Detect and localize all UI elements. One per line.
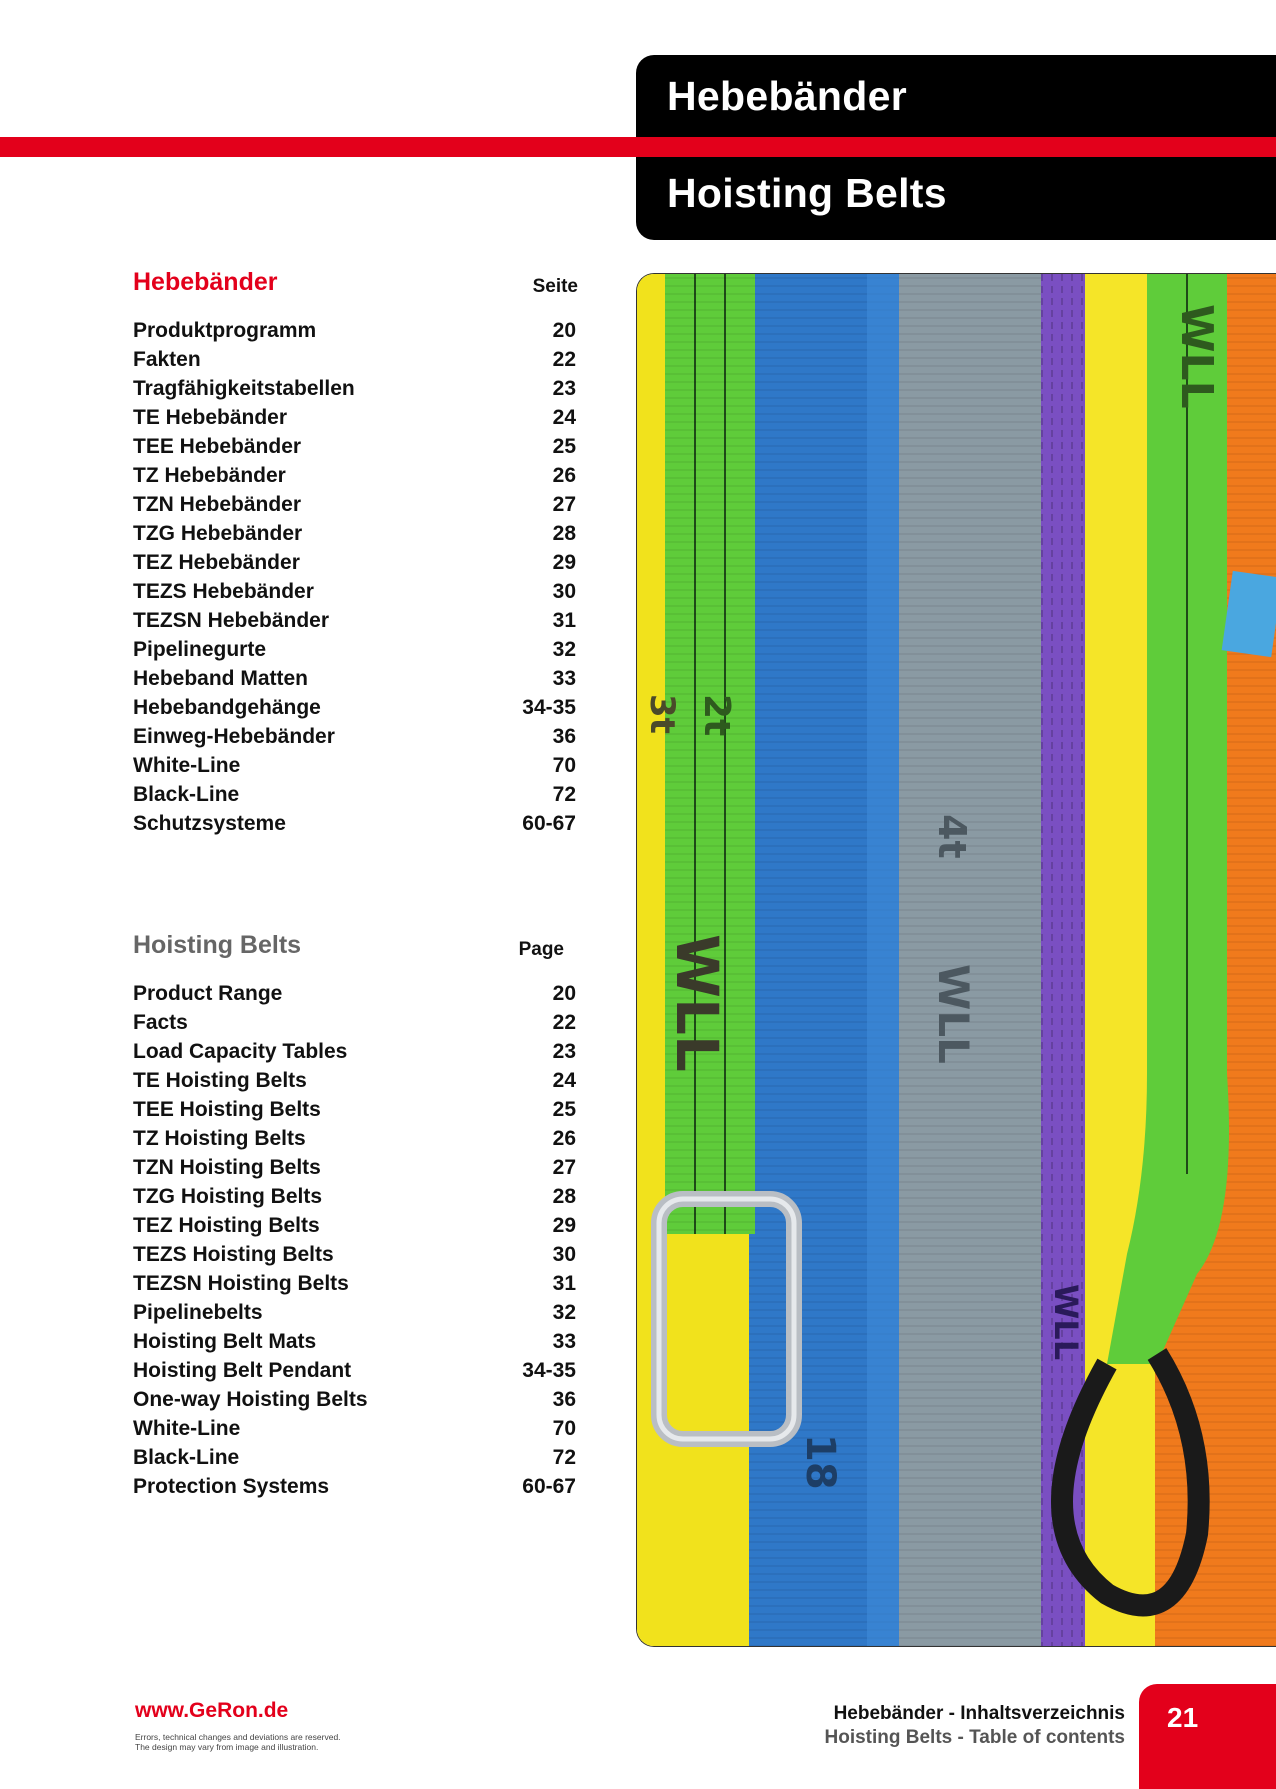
toc-entry-page: 36 <box>552 725 576 748</box>
toc-german-title: Hebebänder <box>133 268 278 296</box>
toc-entry-label: TEE Hoisting Belts <box>133 1098 321 1121</box>
footer-disclaimer-line-1: Errors, technical changes and deviations are reserved. <box>135 1732 341 1742</box>
toc-entry[interactable] <box>133 1298 578 1327</box>
toc-entry-label: Hebeband Matten <box>133 667 309 690</box>
toc-entry-label: TEZ Hoisting Belts <box>133 1214 320 1237</box>
footer-disclaimer-line-2: The design may vary from image and illustration. <box>135 1742 319 1752</box>
header-title-de: Hebebänder <box>667 73 907 119</box>
belt-marking-3: 3t <box>642 694 682 734</box>
toc-english-list <box>133 979 578 1501</box>
toc-entry-page: 60-67 <box>522 1475 576 1498</box>
toc-entry-label: TEZ Hebebänder <box>133 551 300 574</box>
toc-entry-page: 25 <box>552 435 576 458</box>
toc-entry[interactable] <box>133 519 578 548</box>
header-red-stripe <box>636 137 1276 157</box>
toc-entry-label: TE Hoisting Belts <box>133 1069 307 1092</box>
toc-entry-label: TEE Hebebänder <box>133 435 302 458</box>
toc-entry-label: Schutzsysteme <box>133 812 286 835</box>
toc-english-title: Hoisting Belts <box>133 931 302 959</box>
toc-entry-page: 20 <box>552 319 576 342</box>
toc-entry-label: Hoisting Belt Pendant <box>133 1359 352 1382</box>
toc-english-header <box>133 931 578 979</box>
toc-entry[interactable] <box>133 1443 578 1472</box>
toc-entry[interactable] <box>133 403 578 432</box>
toc-entry-label: TZG Hebebänder <box>133 522 303 545</box>
toc-entry-page: 20 <box>552 982 576 1005</box>
toc-german <box>133 268 578 838</box>
toc-entry-page: 30 <box>552 1243 576 1266</box>
belt-marking-4: 4t <box>930 814 974 859</box>
toc-entry-page: 29 <box>552 551 576 574</box>
toc-entry-page: 72 <box>552 783 576 806</box>
toc-entry-page: 23 <box>552 1040 576 1063</box>
toc-entry-label: TEZSN Hebebänder <box>133 609 330 632</box>
toc-entry[interactable] <box>133 577 578 606</box>
toc-entry-label: Black-Line <box>133 783 240 806</box>
toc-entry[interactable] <box>133 693 578 722</box>
toc-entry-page: 34-35 <box>522 696 576 719</box>
toc-entry[interactable] <box>133 780 578 809</box>
toc-entry-label: TZ Hebebänder <box>133 464 286 487</box>
toc-entry-page: 36 <box>552 1388 576 1411</box>
toc-entry-page: 22 <box>552 348 576 371</box>
toc-entry-label: TE Hebebänder <box>133 406 288 429</box>
toc-entry-page: 29 <box>552 1214 576 1237</box>
toc-german-page-column-label: Seite <box>532 276 578 297</box>
footer-section-de: Hebebänder - Inhaltsverzeichnis <box>833 1703 1125 1724</box>
toc-entry-page: 31 <box>552 609 576 632</box>
page-number: 21 <box>1167 1702 1199 1733</box>
toc-entry-label: Facts <box>133 1011 188 1034</box>
toc-entry[interactable] <box>133 1037 578 1066</box>
toc-entry-page: 28 <box>552 522 576 545</box>
hoisting-belts-photo <box>636 273 1276 1647</box>
toc-entry[interactable] <box>133 1153 578 1182</box>
header-banner <box>636 55 1276 240</box>
toc-german-header <box>133 268 578 316</box>
toc-entry[interactable] <box>133 979 578 1008</box>
toc-entry-page: 34-35 <box>522 1359 576 1382</box>
toc-entry-label: One-way Hoisting Belts <box>133 1388 368 1411</box>
toc-entry[interactable] <box>133 316 578 345</box>
toc-entry-label: Pipelinegurte <box>133 638 267 661</box>
toc-entry-label: Load Capacity Tables <box>133 1040 348 1063</box>
yellow-belt-right <box>1085 274 1155 1646</box>
toc-entry[interactable] <box>133 1269 578 1298</box>
toc-entry[interactable] <box>133 722 578 751</box>
toc-entry[interactable] <box>133 809 578 838</box>
toc-entry[interactable] <box>133 548 578 577</box>
toc-entry[interactable] <box>133 1327 578 1356</box>
toc-entry-label: TEZS Hebebänder <box>133 580 314 603</box>
toc-entry-page: 26 <box>552 1127 576 1150</box>
toc-entry[interactable] <box>133 374 578 403</box>
belt-marking-1: WLL <box>663 934 731 1072</box>
toc-entry-label: Protection Systems <box>133 1475 330 1498</box>
toc-entry-page: 26 <box>552 464 576 487</box>
toc-entry-page: 70 <box>552 754 576 777</box>
toc-entry[interactable] <box>133 1182 578 1211</box>
toc-english <box>133 931 578 1501</box>
toc-entry[interactable] <box>133 1356 578 1385</box>
toc-entry[interactable] <box>133 1240 578 1269</box>
toc-entry-label: TEZSN Hoisting Belts <box>133 1272 349 1295</box>
toc-entry-label: TZN Hoisting Belts <box>133 1156 321 1179</box>
toc-entry-label: Black-Line <box>133 1446 240 1469</box>
toc-entry-label: Pipelinebelts <box>133 1301 263 1324</box>
toc-entry-label: TEZS Hoisting Belts <box>133 1243 334 1266</box>
toc-entry-page: 27 <box>552 493 576 516</box>
page-number-tab <box>1139 1684 1276 1789</box>
belt-marking-2: 2t <box>696 694 737 737</box>
header-title-en: Hoisting Belts <box>667 170 947 216</box>
belt-marking-5: WLL <box>929 964 978 1064</box>
toc-entry-page: 30 <box>552 580 576 603</box>
toc-entry[interactable] <box>133 490 578 519</box>
toc-entry-label: Hebebandgehänge <box>133 696 321 719</box>
toc-entry[interactable] <box>133 751 578 780</box>
toc-entry[interactable] <box>133 1066 578 1095</box>
footer-section-en: Hoisting Belts - Table of contents <box>824 1727 1125 1748</box>
toc-entry[interactable] <box>133 432 578 461</box>
toc-entry-page: 72 <box>552 1446 576 1469</box>
belt-marking-6: WLL <box>1171 304 1222 409</box>
toc-entry-page: 32 <box>552 1301 576 1324</box>
toc-entry-page: 33 <box>552 1330 576 1353</box>
toc-entry-page: 31 <box>552 1272 576 1295</box>
toc-entry-label: TZ Hoisting Belts <box>133 1127 306 1150</box>
toc-entry-label: TZN Hebebänder <box>133 493 302 516</box>
toc-entry[interactable] <box>133 1414 578 1443</box>
toc-entry[interactable] <box>133 461 578 490</box>
toc-entry-label: Fakten <box>133 348 201 371</box>
belt-marking-8: WLL <box>1047 1284 1085 1361</box>
toc-entry[interactable] <box>133 345 578 374</box>
toc-entry-page: 27 <box>552 1156 576 1179</box>
toc-german-list <box>133 316 578 838</box>
toc-entry-page: 24 <box>552 406 576 429</box>
toc-entry-page: 70 <box>552 1417 576 1440</box>
footer-disclaimer <box>135 1732 375 1752</box>
toc-entry[interactable] <box>133 1124 578 1153</box>
toc-entry[interactable] <box>133 664 578 693</box>
toc-entry[interactable] <box>133 1008 578 1037</box>
toc-entry-page: 22 <box>552 1011 576 1034</box>
toc-entry[interactable] <box>133 1095 578 1124</box>
toc-entry-label: Hoisting Belt Mats <box>133 1330 317 1353</box>
toc-entry[interactable] <box>133 1385 578 1414</box>
toc-entry-page: 33 <box>552 667 576 690</box>
toc-entry-label: Einweg-Hebebänder <box>133 725 335 748</box>
toc-entry-label: Tragfähigkeitstabellen <box>133 377 355 400</box>
hoisting-belts-illustration <box>637 274 1276 1646</box>
toc-entry-page: 32 <box>552 638 576 661</box>
toc-entry[interactable] <box>133 1472 578 1501</box>
belt-marking-7: 18 <box>797 1434 843 1490</box>
footer-website-link[interactable]: www.GeRon.de <box>135 1699 289 1722</box>
toc-entry-page: 23 <box>552 377 576 400</box>
toc-entry-label: TZG Hoisting Belts <box>133 1185 322 1208</box>
toc-entry[interactable] <box>133 1211 578 1240</box>
toc-entry-page: 60-67 <box>522 812 576 835</box>
toc-entry-page: 28 <box>552 1185 576 1208</box>
toc-entry[interactable] <box>133 635 578 664</box>
toc-entry-page: 25 <box>552 1098 576 1121</box>
toc-entry[interactable] <box>133 606 578 635</box>
footer-section-title <box>825 1702 1126 1750</box>
toc-english-page-column-label: Page <box>518 939 564 960</box>
toc-entry-page: 24 <box>552 1069 576 1092</box>
toc-entry-label: White-Line <box>133 1417 241 1440</box>
toc-entry-label: Product Range <box>133 982 283 1005</box>
toc-entry-label: Produktprogramm <box>133 319 317 342</box>
toc-entry-label: White-Line <box>133 754 241 777</box>
